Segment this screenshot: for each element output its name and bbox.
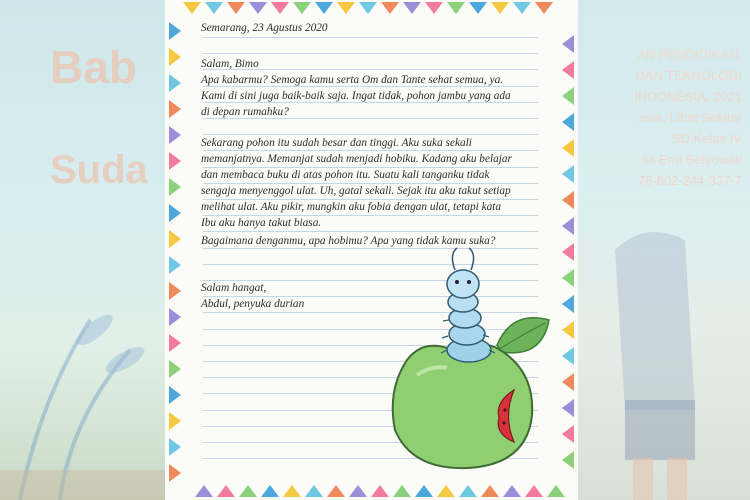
border-triangle bbox=[195, 485, 213, 497]
border-triangle bbox=[169, 308, 181, 326]
background-plant bbox=[0, 260, 165, 500]
border-triangle bbox=[169, 438, 181, 456]
border-triangle bbox=[381, 2, 399, 14]
border-triangle bbox=[169, 412, 181, 430]
border-triangle bbox=[425, 2, 443, 14]
border-triangle bbox=[562, 321, 574, 339]
border-triangle bbox=[359, 2, 377, 14]
border-triangle bbox=[169, 360, 181, 378]
border-triangle bbox=[349, 485, 367, 497]
border-triangle bbox=[447, 2, 465, 14]
border-triangle bbox=[403, 2, 421, 14]
border-triangle bbox=[415, 485, 433, 497]
border-triangle bbox=[169, 48, 181, 66]
border-triangle bbox=[169, 126, 181, 144]
letter-line: Bagaimana denganmu, apa hobimu? Apa yang tidak kamu suka? bbox=[201, 235, 496, 247]
ruled-line bbox=[203, 37, 538, 38]
letter-line: sengaja menyenggol ulat. Uh, gatal sekali. Sejak itu aku takut setiap bbox=[201, 185, 511, 197]
border-triangle bbox=[525, 485, 543, 497]
border-triangle bbox=[337, 2, 355, 14]
background-title-2: Suda bbox=[50, 148, 148, 192]
border-triangle bbox=[205, 2, 223, 14]
letter-line: melihat ulat. Aku pikir, mungkin aku fobia dengan ulat, tetapi kata bbox=[201, 201, 502, 213]
border-triangle bbox=[469, 2, 487, 14]
border-triangle bbox=[169, 74, 181, 92]
border-triangle bbox=[562, 35, 574, 53]
border-triangle bbox=[169, 178, 181, 196]
border-triangle bbox=[547, 485, 565, 497]
background-book-info: AN PENDIDIKAN, DAN TEKNOLOGI INDONESIA, 2021 esia: Lihat Sekitar SD Kelas IV lia Erni Setyowati 78-602-244-337-7 bbox=[634, 47, 742, 188]
letter-line: Ibu aku hanya takut biasa. bbox=[201, 217, 322, 229]
border-triangle bbox=[169, 152, 181, 170]
border-triangle bbox=[169, 386, 181, 404]
border-triangle bbox=[169, 22, 181, 40]
letter-line: dan membaca buku di atas pohon itu. Suatu kali tanganku tidak bbox=[201, 169, 490, 181]
letter-closing: Salam hangat, bbox=[201, 282, 267, 294]
border-triangle bbox=[227, 2, 245, 14]
border-triangle bbox=[249, 2, 267, 14]
border-triangle bbox=[305, 485, 323, 497]
border-triangle bbox=[562, 269, 574, 287]
border-triangle bbox=[513, 2, 531, 14]
border-triangle bbox=[169, 256, 181, 274]
border-triangle bbox=[437, 485, 455, 497]
letter-greeting: Salam, Bimo bbox=[201, 58, 259, 70]
border-triangle bbox=[169, 204, 181, 222]
border-triangle bbox=[315, 2, 333, 14]
ruled-line bbox=[203, 53, 538, 54]
letter-line: Sekarang pohon itu sudah besar dan tinggi. Aku suka sekali bbox=[201, 137, 472, 149]
border-triangle bbox=[562, 217, 574, 235]
border-triangle bbox=[371, 485, 389, 497]
border-triangle bbox=[562, 373, 574, 391]
border-triangle bbox=[562, 425, 574, 443]
border-triangle bbox=[562, 87, 574, 105]
border-triangle bbox=[293, 2, 311, 14]
border-triangle bbox=[459, 485, 477, 497]
border-triangle bbox=[562, 61, 574, 79]
border-triangle bbox=[169, 334, 181, 352]
border-triangle bbox=[283, 485, 301, 497]
border-triangle bbox=[562, 243, 574, 261]
border-triangle bbox=[239, 485, 257, 497]
border-triangle bbox=[217, 485, 235, 497]
border-triangle bbox=[169, 100, 181, 118]
letter-line: Apa kabarmu? Semoga kamu serta Om dan Tante sehat semua, ya. bbox=[201, 74, 504, 86]
letter-line: memanjatnya. Memanjat sudah menjadi hobiku. Kadang aku belajar bbox=[201, 153, 512, 165]
border-triangle bbox=[261, 485, 279, 497]
border-triangle bbox=[481, 485, 499, 497]
border-triangle bbox=[562, 165, 574, 183]
border-triangle bbox=[503, 485, 521, 497]
border-triangle bbox=[393, 485, 411, 497]
border-triangle bbox=[183, 2, 201, 14]
border-triangle bbox=[562, 191, 574, 209]
border-triangle bbox=[562, 295, 574, 313]
border-triangle bbox=[562, 399, 574, 417]
leaf-icon bbox=[497, 318, 549, 353]
border-triangle bbox=[169, 282, 181, 300]
background-figure bbox=[585, 210, 750, 500]
border-triangle bbox=[562, 113, 574, 131]
border-triangle bbox=[562, 139, 574, 157]
border-triangle bbox=[562, 347, 574, 365]
letter-paper bbox=[165, 0, 578, 500]
border-triangle bbox=[169, 464, 181, 482]
border-triangle bbox=[271, 2, 289, 14]
border-triangle bbox=[169, 230, 181, 248]
border-triangle bbox=[562, 451, 574, 469]
caterpillar-icon bbox=[441, 248, 495, 362]
letter-line: di depan rumahku? bbox=[201, 106, 289, 118]
letter-line: Kami di sini juga baik-baik saja. Ingat tidak, pohon jambu yang ada bbox=[201, 90, 511, 102]
border-triangle bbox=[491, 2, 509, 14]
background-title-1: Bab bbox=[50, 41, 137, 93]
border-triangle bbox=[535, 2, 553, 14]
border-triangle bbox=[327, 485, 345, 497]
letter-date: Semarang, 23 Agustus 2020 bbox=[201, 22, 328, 34]
letter-signature: Abdul, penyuka durian bbox=[201, 298, 305, 310]
caterpillar-on-guava-illustration bbox=[377, 240, 552, 470]
